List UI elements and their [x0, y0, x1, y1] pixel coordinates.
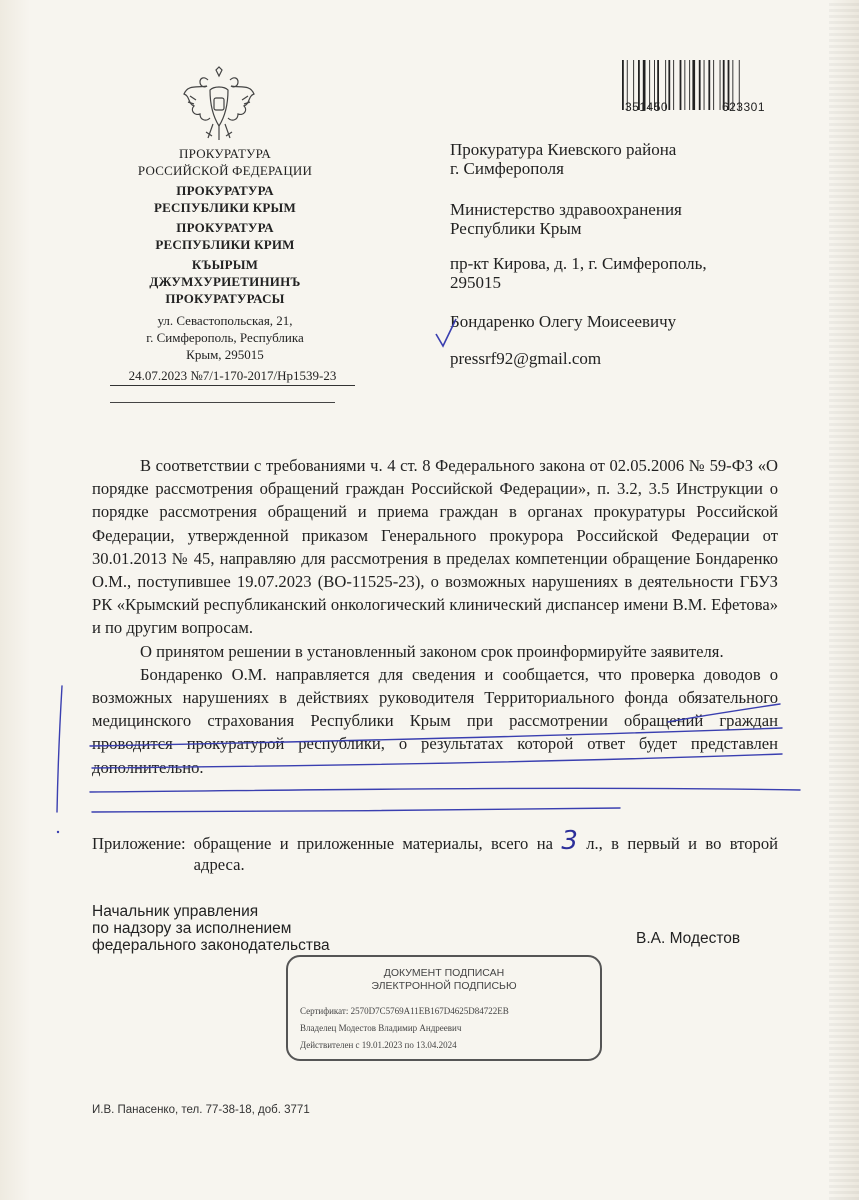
header-line-9: ПРОКУРАТУРАСЫ	[165, 291, 285, 306]
annex-text	[186, 826, 778, 875]
stamp-certificate: Сертификат: 2570D7C5769A11EB167D4625D84722EB	[300, 1006, 509, 1016]
addressee-2-line-1: Министерство здравоохранения	[450, 200, 682, 219]
double-headed-eagle-emblem-icon	[180, 66, 258, 144]
addressee-1-line-1: Прокуратура Киевского района	[450, 140, 677, 159]
signer-title-line-3: федерального законодательства	[92, 937, 330, 954]
signer-title-line-2: по надзору за исполнением	[92, 920, 292, 937]
addressee-prosecutor-office	[450, 140, 790, 178]
annex-text-before: обращение и приложенные материалы, всего на	[193, 834, 562, 853]
header-line-1: ПРОКУРАТУРА	[179, 146, 271, 161]
barcode-left-number: 351450	[625, 100, 669, 114]
executor-contact: И.В. Панасенко, тел. 77-38-18, доб. 3771	[92, 1104, 310, 1116]
header-line-7: КЪЫРЫМ	[191, 257, 259, 272]
header-line-4: РЕСПУБЛИКИ КРЫМ	[154, 200, 296, 215]
stamp-validity: Действителен с 19.01.2023 по 13.04.2024	[300, 1040, 457, 1050]
signer-name: В.А. Модестов	[636, 930, 741, 947]
handwritten-checkmark-icon	[434, 318, 458, 348]
annex-label: Приложение:	[92, 834, 186, 853]
addressee-2-line-2: Республики Крым	[450, 219, 582, 238]
annex-text-after: л., в первый и во второй адреса.	[193, 834, 778, 874]
stamp-title-line-1: ДОКУМЕНТ ПОДПИСАН	[383, 967, 505, 979]
stamp-title-line-2: ЭЛЕКТРОННОЙ ПОДПИСЬЮ	[371, 980, 517, 992]
margin-vertical-pen-line	[57, 686, 62, 812]
stamp-owner: Владелец Модестов Владимир Андреевич	[300, 1023, 462, 1033]
address-line-2: г. Симферополь, Республика	[146, 330, 304, 345]
organization-address	[130, 312, 320, 363]
stamp-details	[300, 1003, 596, 1054]
signer-title	[92, 903, 392, 954]
stamp-title	[288, 967, 600, 993]
addressee-3-line-2: 295015	[450, 273, 501, 292]
annex-handwritten-count: 3	[561, 826, 578, 856]
document-reference-number: 24.07.2023 №7/1-170-2017/Нр1539-23	[110, 368, 355, 386]
pen-dot	[57, 831, 59, 833]
divider	[110, 402, 335, 403]
barcode-numbers	[625, 100, 765, 114]
body-paragraph-3: Бондаренко О.М. направляется для сведения и сообщается, что проверка доводов о возможных нарушениях в действиях руководителя Территориального фонда обязательного медицинского страхования Республики Крым при рассмотрении обращений граждан проводится прокуратурой республики, о результатах которой ответ будет представлен дополнительно.	[92, 664, 778, 777]
header-line-5: ПРОКУРАТУРА	[176, 220, 274, 235]
addressee-person: Бондаренко Олегу Моисеевичу	[450, 312, 677, 331]
scan-edge-shadow	[829, 0, 859, 1200]
signer-title-line-1: Начальник управления	[92, 903, 259, 920]
addressees-block	[450, 140, 790, 390]
addressee-ministry	[450, 200, 790, 238]
annex-line	[92, 826, 778, 875]
header-line-3: ПРОКУРАТУРА	[176, 183, 274, 198]
addressee-ministry-address	[450, 254, 790, 292]
body-paragraph-2: О принятом решении в установленный законом срок проинформируйте заявителя.	[140, 641, 724, 661]
pen-underline-4	[90, 788, 800, 792]
address-line-3: Крым, 295015	[186, 347, 264, 362]
addressee-3-line-1: пр-кт Кирова, д. 1, г. Симферополь,	[450, 254, 707, 273]
addressee-email: pressrf92@gmail.com	[450, 349, 602, 368]
header-line-6: РЕСПУБЛИКИ КРИМ	[155, 237, 295, 252]
electronic-signature-stamp	[286, 955, 602, 1061]
address-line-1: ул. Севастопольская, 21,	[157, 313, 293, 328]
organization-header	[110, 145, 340, 307]
barcode-right-number: 623301	[721, 100, 765, 114]
body-paragraph-1: В соответствии с требованиями ч. 4 ст. 8 Федерального закона от 02.05.2006 № 59-ФЗ «О порядке рассмотрения обращений граждан Российской Федерации», п. 3.2, 3.5 Инструкции о порядке рассмотрения обращений и приема граждан в органах прокуратуры Российской Федерации, утвержденной приказом Генерального прокурора Российской Федерации от 30.01.2013 № 45, направляю для рассмотрения в пределах компетенции обращение Бондаренко О.М., поступившее 19.07.2023 (ВО-11525-23), о возможных нарушениях в деятельности ГБУЗ РК «Крымский республиканский онкологический клинический диспансер имени В.М. Ефетова» и по другим вопросам.	[92, 456, 778, 638]
letter-body	[92, 454, 778, 779]
addressee-1-line-2: г. Симферополя	[450, 159, 564, 178]
header-line-2: РОССИЙСКОЙ ФЕДЕРАЦИИ	[137, 163, 313, 178]
header-line-8: ДЖУМХУРИЕТИНИНЪ	[149, 274, 301, 289]
pen-underline-5	[92, 808, 620, 812]
